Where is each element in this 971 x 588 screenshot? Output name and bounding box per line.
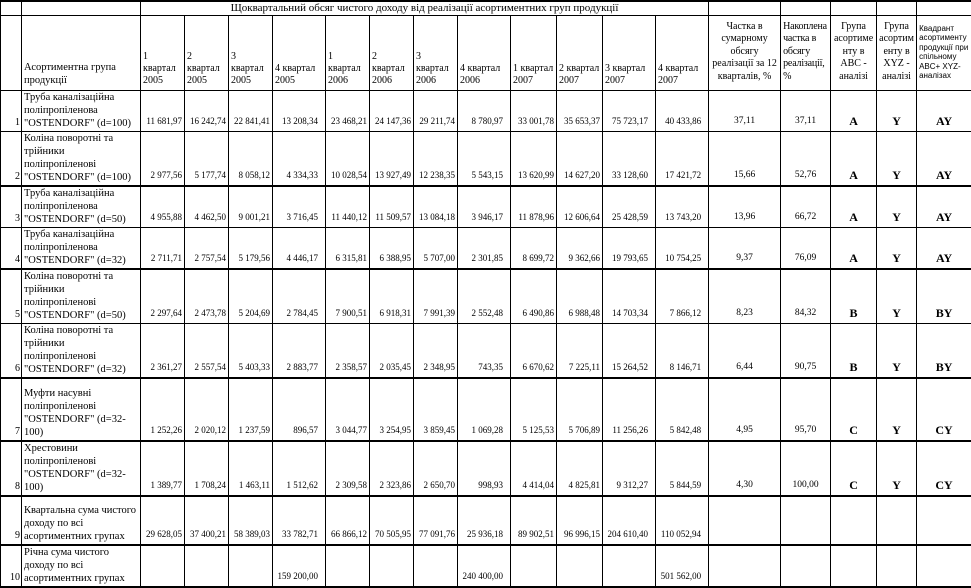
value-cell: 2 301,85 [458,228,511,270]
row-number-cell: 6 [1,324,22,379]
quadrant-cell: AY [917,186,971,228]
value-cell: 4 446,17 [273,228,326,270]
value-cell: 2 557,54 [185,324,229,379]
xyz-group-cell: Y [877,269,917,324]
share-cell: 4,95 [709,378,781,441]
quarter-header: 1 квартал 2006 [326,16,370,91]
value-cell: 7 991,39 [414,269,458,324]
abc-group-cell: A [831,228,877,270]
value-cell: 4 414,04 [511,441,557,496]
row-number-cell: 3 [1,186,22,228]
value-cell [557,545,603,587]
product-name-cell: Хрестовини поліпропіленові "OSTENDORF" (d=32-100) [22,441,141,496]
value-cell: 13 208,34 [273,91,326,132]
value-cell: 998,93 [458,441,511,496]
xyz-group-cell: Y [877,228,917,270]
quadrant-cell: BY [917,324,971,379]
abc-group-cell: A [831,91,877,132]
value-cell: 5 844,59 [656,441,709,496]
value-cell: 1 252,26 [141,378,185,441]
value-cell: 6 670,62 [511,324,557,379]
value-cell: 70 505,95 [370,496,414,545]
xyz-group-cell: Y [877,91,917,132]
value-cell: 110 052,94 [656,496,709,545]
value-cell: 2 784,45 [273,269,326,324]
value-cell: 2 552,48 [458,269,511,324]
row-number-cell: 7 [1,378,22,441]
value-cell: 7 866,12 [656,269,709,324]
value-cell: 7 900,51 [326,269,370,324]
value-cell: 1 069,28 [458,378,511,441]
value-cell: 11 878,96 [511,186,557,228]
value-cell: 743,35 [458,324,511,379]
quarter-header: 4 квартал 2005 [273,16,326,91]
table-row [1,496,971,545]
quarter-header: 3 квартал 2006 [414,16,458,91]
cumulative-share-cell: 76,09 [781,228,831,270]
value-cell: 2 035,45 [370,324,414,379]
quarter-header: 4 квартал 2006 [458,16,511,91]
abc-group-cell: B [831,324,877,379]
value-cell: 15 264,52 [603,324,656,379]
quarter-header: 1 квартал 2007 [511,16,557,91]
row-number-cell: 8 [1,441,22,496]
product-name-cell: Труба каналізаційна поліпропіленова "OSTENDORF" (d=50) [22,186,141,228]
value-cell: 2 348,95 [414,324,458,379]
xyz-group-cell: Y [877,324,917,379]
abc-group-cell [831,496,877,545]
value-cell: 5 179,56 [229,228,273,270]
cumulative-share-cell: 90,75 [781,324,831,379]
row-number-cell: 9 [1,496,22,545]
quadrant-cell: BY [917,269,971,324]
corner-cell [1,1,22,16]
value-cell: 16 242,74 [185,91,229,132]
value-cell: 8 780,97 [458,91,511,132]
value-cell: 501 562,00 [656,545,709,587]
quadrant-cell: AY [917,228,971,270]
value-cell: 159 200,00 [273,545,326,587]
value-cell: 6 490,86 [511,269,557,324]
table-row [1,91,971,132]
quarter-header: 1 квартал 2005 [141,16,185,91]
value-cell: 2 297,64 [141,269,185,324]
value-cell: 11 440,12 [326,186,370,228]
value-cell: 204 610,40 [603,496,656,545]
value-cell: 2 650,70 [414,441,458,496]
value-cell: 7 225,11 [557,324,603,379]
quadrant-cell: AY [917,132,971,187]
value-cell: 11 256,26 [603,378,656,441]
value-cell: 4 462,50 [185,186,229,228]
xyz-group-cell: Y [877,186,917,228]
quarter-header: 2 квартал 2006 [370,16,414,91]
value-cell: 8 699,72 [511,228,557,270]
value-cell: 13 620,99 [511,132,557,187]
value-cell: 8 058,12 [229,132,273,187]
value-cell [414,545,458,587]
share-cell: 4,30 [709,441,781,496]
row-number-cell: 4 [1,228,22,270]
value-cell: 6 315,81 [326,228,370,270]
product-name-cell: Коліна поворотні та трійники поліпропіленові "OSTENDORF" (d=50) [22,269,141,324]
quadrant-header: Квадрант асортименту продукції при спільному ABC+ XYZ-аналізах [917,16,971,91]
value-cell: 10 754,25 [656,228,709,270]
value-cell: 33 128,60 [603,132,656,187]
xyz-group-cell [877,496,917,545]
xyz-group-cell: Y [877,378,917,441]
share-cell: 6,44 [709,324,781,379]
value-cell: 1 512,62 [273,441,326,496]
header-row [1,16,971,91]
value-cell: 8 146,71 [656,324,709,379]
value-cell [141,545,185,587]
title-row [1,1,971,16]
value-cell: 11 681,97 [141,91,185,132]
xyz-group-cell: Y [877,441,917,496]
value-cell: 3 716,45 [273,186,326,228]
quadrant-cell: CY [917,378,971,441]
value-cell: 2 358,57 [326,324,370,379]
product-name-cell: Коліна поворотні та трійники поліпропіленові "OSTENDORF" (d=100) [22,132,141,187]
value-cell: 96 996,15 [557,496,603,545]
product-name-cell: Муфти насувні поліпропіленові "OSTENDORF" (d=32-100) [22,378,141,441]
value-cell: 1 463,11 [229,441,273,496]
value-cell: 14 627,20 [557,132,603,187]
abc-group-cell: A [831,186,877,228]
value-cell: 9 362,66 [557,228,603,270]
value-cell [229,545,273,587]
value-cell: 5 125,53 [511,378,557,441]
abc-group-cell: C [831,378,877,441]
value-cell: 3 044,77 [326,378,370,441]
value-cell: 1 389,77 [141,441,185,496]
value-cell: 66 866,12 [326,496,370,545]
value-cell: 22 841,41 [229,91,273,132]
share-cell: 37,11 [709,91,781,132]
value-cell: 4 955,88 [141,186,185,228]
value-cell [370,545,414,587]
share-header: Частка в сумарному обсягу реалізації за 12 кварталів, % [709,16,781,91]
value-cell: 14 703,34 [603,269,656,324]
value-cell [603,545,656,587]
value-cell: 29 628,05 [141,496,185,545]
empty-head-cell [781,1,831,16]
abc-group-header: Група асортименту в ABC - аналізі [831,16,877,91]
value-cell: 25 428,59 [603,186,656,228]
table-row [1,132,971,187]
row-number-cell: 1 [1,91,22,132]
value-cell: 2 473,78 [185,269,229,324]
value-cell: 3 859,45 [414,378,458,441]
empty-head-cell [877,1,917,16]
value-cell: 75 723,17 [603,91,656,132]
row-number-cell: 10 [1,545,22,587]
value-cell: 5 204,69 [229,269,273,324]
empty-head-cell [709,1,781,16]
table-row [1,186,971,228]
value-cell: 9 001,21 [229,186,273,228]
value-cell: 2 020,12 [185,378,229,441]
value-cell [185,545,229,587]
share-cell [709,496,781,545]
quarter-header: 2 квартал 2005 [185,16,229,91]
empty-head-cell [917,1,971,16]
table-title: Щоквартальний обсяг чистого доходу від реалізації асортиментних груп продукції [141,1,709,16]
value-cell: 2 757,54 [185,228,229,270]
cumulative-share-cell [781,545,831,587]
value-cell: 5 707,00 [414,228,458,270]
empty-head-cell [831,1,877,16]
row-number-cell: 5 [1,269,22,324]
xyz-group-cell: Y [877,132,917,187]
value-cell: 4 334,33 [273,132,326,187]
value-cell: 13 084,18 [414,186,458,228]
value-cell: 11 509,57 [370,186,414,228]
product-name-cell: Труба каналізаційна поліпропіленова "OSTENDORF" (d=32) [22,228,141,270]
value-cell: 5 177,74 [185,132,229,187]
corner-cell [22,1,141,16]
cumulative-share-cell: 37,11 [781,91,831,132]
quarter-header: 4 квартал 2007 [656,16,709,91]
quadrant-cell [917,496,971,545]
cumulative-share-cell: 95,70 [781,378,831,441]
value-cell: 12 238,35 [414,132,458,187]
value-cell: 23 468,21 [326,91,370,132]
product-name-cell: Річна сума чистого доходу по всі асортиментних групах [22,545,141,587]
row-number-header [1,16,22,91]
value-cell: 3 254,95 [370,378,414,441]
table-head [1,1,971,91]
value-cell: 12 606,64 [557,186,603,228]
value-cell: 25 936,18 [458,496,511,545]
value-cell: 19 793,65 [603,228,656,270]
value-cell: 29 211,74 [414,91,458,132]
value-cell: 4 825,81 [557,441,603,496]
table-row [1,378,971,441]
abc-group-cell: C [831,441,877,496]
value-cell: 5 403,33 [229,324,273,379]
table-row [1,269,971,324]
quarter-header: 2 квартал 2007 [557,16,603,91]
value-cell: 5 543,15 [458,132,511,187]
value-cell: 58 389,03 [229,496,273,545]
value-cell: 2 323,86 [370,441,414,496]
abc-group-cell [831,545,877,587]
table-row [1,228,971,270]
value-cell: 40 433,86 [656,91,709,132]
quadrant-cell: AY [917,91,971,132]
value-cell: 24 147,36 [370,91,414,132]
value-cell: 2 883,77 [273,324,326,379]
value-cell: 3 946,17 [458,186,511,228]
cumulative-share-cell: 52,76 [781,132,831,187]
share-cell [709,545,781,587]
value-cell: 89 902,51 [511,496,557,545]
value-cell: 6 388,95 [370,228,414,270]
share-cell: 8,23 [709,269,781,324]
assortment-group-header: Асортиментна група продукції [22,16,141,91]
share-cell: 13,96 [709,186,781,228]
product-name-cell: Квартальна сума чистого доходу по всі асортиментних групах [22,496,141,545]
table-row [1,545,971,587]
share-cell: 9,37 [709,228,781,270]
table-body [1,91,971,588]
value-cell: 1 237,59 [229,378,273,441]
value-cell: 1 708,24 [185,441,229,496]
value-cell: 2 309,58 [326,441,370,496]
cumulative-share-cell [781,496,831,545]
quadrant-cell: CY [917,441,971,496]
cumulative-share-cell: 100,00 [781,441,831,496]
quadrant-cell [917,545,971,587]
abc-group-cell: B [831,269,877,324]
value-cell: 6 988,48 [557,269,603,324]
value-cell: 2 361,27 [141,324,185,379]
value-cell: 9 312,27 [603,441,656,496]
table-row [1,441,971,496]
value-cell: 13 743,20 [656,186,709,228]
share-cell: 15,66 [709,132,781,187]
xyz-group-cell [877,545,917,587]
value-cell: 17 421,72 [656,132,709,187]
product-name-cell: Коліна поворотні та трійники поліпропіленові "OSTENDORF" (d=32) [22,324,141,379]
row-number-cell: 2 [1,132,22,187]
value-cell: 33 782,71 [273,496,326,545]
value-cell: 5 842,48 [656,378,709,441]
cumulative-share-cell: 66,72 [781,186,831,228]
value-cell: 77 091,76 [414,496,458,545]
xyz-group-header: Група асортименту в XYZ - аналізі [877,16,917,91]
value-cell: 35 653,37 [557,91,603,132]
value-cell: 240 400,00 [458,545,511,587]
value-cell: 5 706,89 [557,378,603,441]
cumulative-share-header: Накоплена частка в обсягу реалізації, % [781,16,831,91]
quarter-header: 3 квартал 2007 [603,16,656,91]
value-cell: 13 927,49 [370,132,414,187]
value-cell: 2 977,56 [141,132,185,187]
cumulative-share-cell: 84,32 [781,269,831,324]
value-cell: 6 918,31 [370,269,414,324]
quarter-header: 3 квартал 2005 [229,16,273,91]
value-cell: 2 711,71 [141,228,185,270]
product-name-cell: Труба каналізаційна поліпропіленова "OSTENDORF" (d=100) [22,91,141,132]
abc-group-cell: A [831,132,877,187]
value-cell: 896,57 [273,378,326,441]
value-cell: 37 400,21 [185,496,229,545]
value-cell: 10 028,54 [326,132,370,187]
value-cell: 33 001,78 [511,91,557,132]
value-cell [326,545,370,587]
value-cell [511,545,557,587]
table-row [1,324,971,379]
